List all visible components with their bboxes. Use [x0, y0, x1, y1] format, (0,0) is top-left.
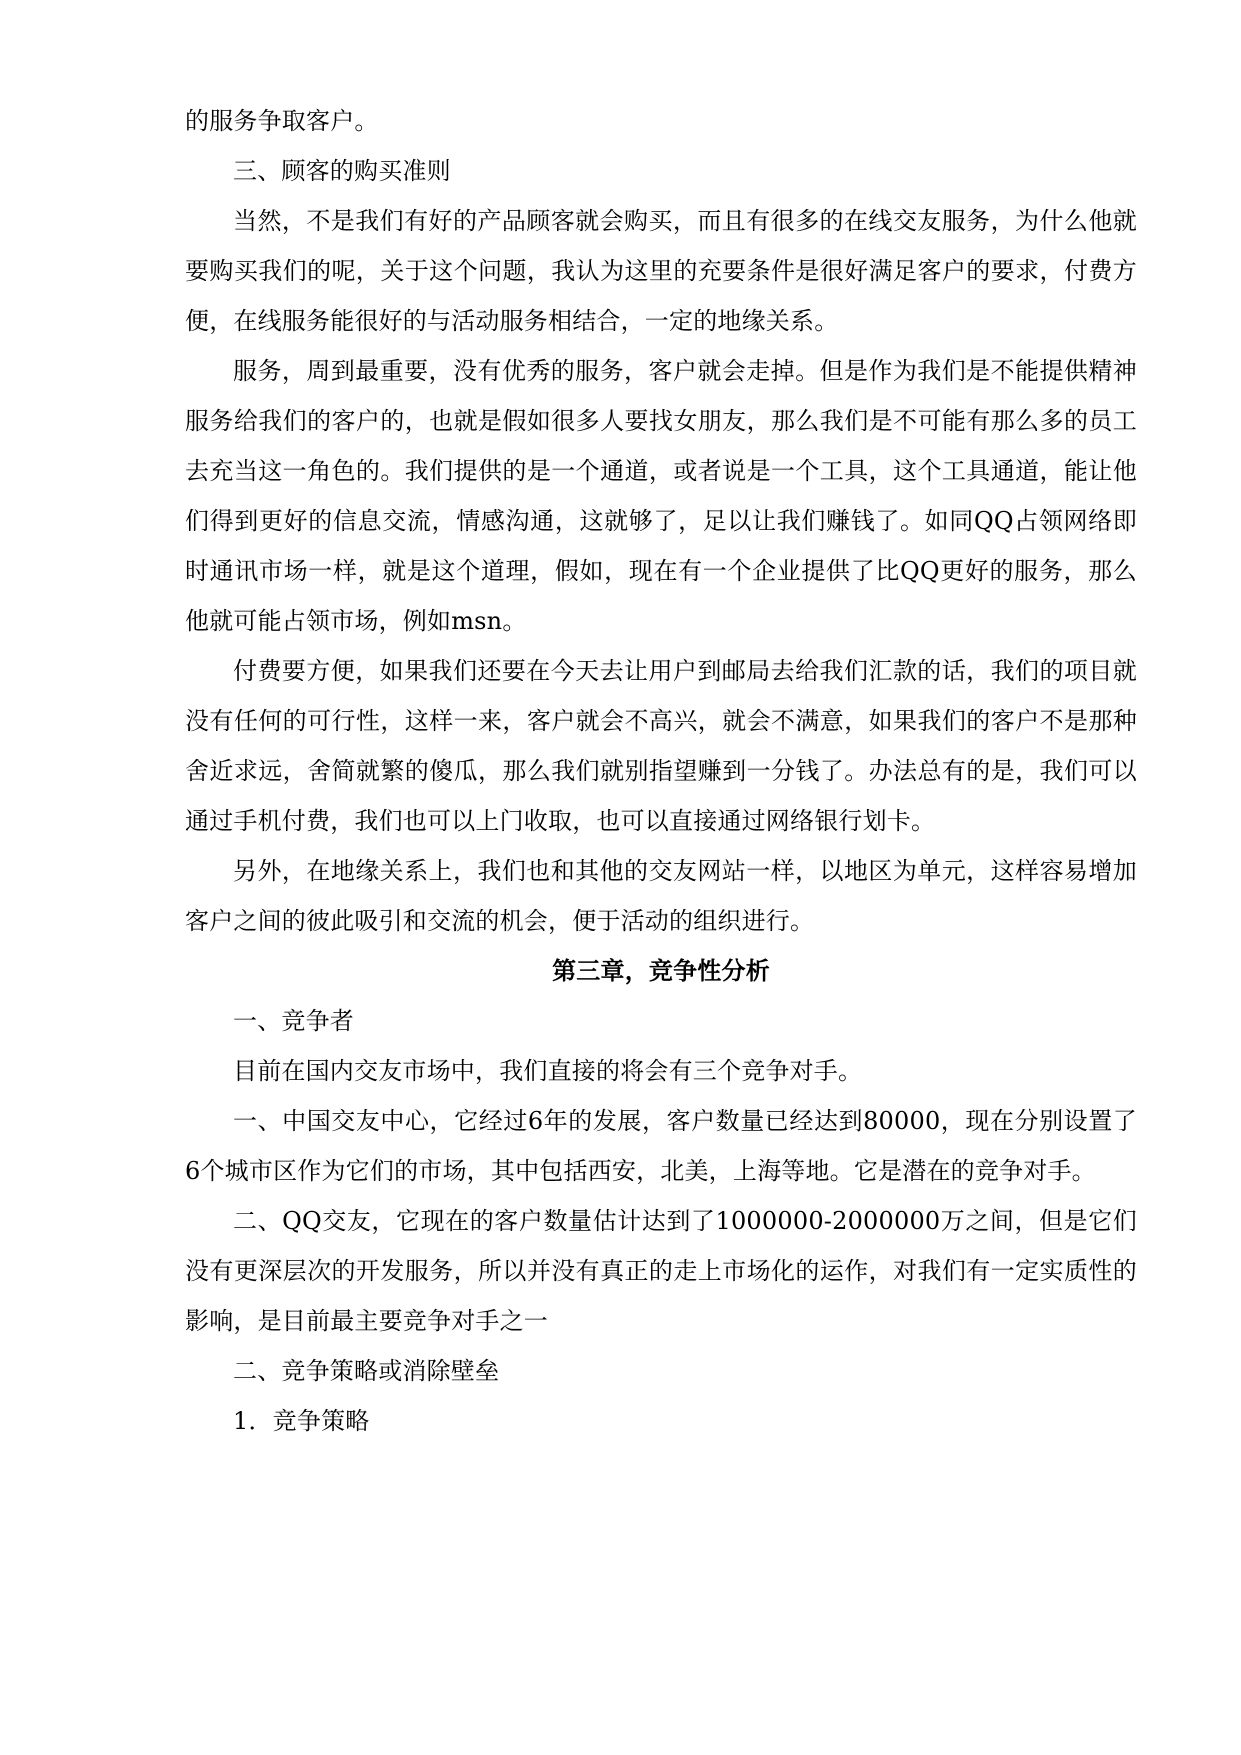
- document-body: [185, 96, 1137, 1446]
- paragraph-competitor-one: 一、中国交友中心，它经过6年的发展，客户数量已经达到80000，现在分别设置了6个城市区作为它们的市场，其中包括西安，北美，上海等地。它是潜在的竞争对手。: [185, 1107, 1137, 1185]
- section-heading-competitors: 一、竞争者: [233, 1007, 354, 1035]
- subsection-heading-strategy: 1．竞争策略: [233, 1407, 370, 1435]
- paragraph-geography: 另外，在地缘关系上，我们也和其他的交友网站一样，以地区为单元，这样容易增加客户之间的彼此吸引和交流的机会，便于活动的组织进行。: [185, 857, 1137, 935]
- paragraph-competitor-intro: 目前在国内交友市场中，我们直接的将会有三个竞争对手。: [233, 1057, 863, 1085]
- paragraph-payment: 付费要方便，如果我们还要在今天去让用户到邮局去给我们汇款的话，我们的项目就没有任何的可行性，这样一来，客户就会不高兴，就会不满意，如果我们的客户不是那种舍近求远，舍简就繁的傻瓜，那么我们就别指望赚到一分钱了。办法总有的是，我们可以通过手机付费，我们也可以上门收取，也可以直接通过网络银行划卡。: [185, 657, 1137, 835]
- paragraph-continuation: 的服务争取客户。: [185, 107, 379, 135]
- section-heading-purchase-criteria: 三、顾客的购买准则: [233, 157, 451, 185]
- paragraph-service: 服务，周到最重要，没有优秀的服务，客户就会走掉。但是作为我们是不能提供精神服务给我们的客户的，也就是假如很多人要找女朋友，那么我们是不可能有那么多的员工去充当这一角色的。我们提供的是一个通道，或者说是一个工具，这个工具通道，能让他们得到更好的信息交流，情感沟通，这就够了，足以让我们赚钱了。如同QQ占领网络即时通讯市场一样，就是这个道理，假如，现在有一个企业提供了比QQ更好的服务，那么他就可能占领市场，例如msn。: [185, 357, 1137, 635]
- paragraph-competitor-two: 二、QQ交友，它现在的客户数量估计达到了1000000-2000000万之间，但是它们没有更深层次的开发服务，所以并没有真正的走上市场化的运作，对我们有一定实质性的影响，是目前最主要竞争对手之一: [185, 1207, 1137, 1335]
- chapter-title: 第三章，竞争性分析: [552, 956, 770, 985]
- paragraph-purchase-reason: 当然，不是我们有好的产品顾客就会购买，而且有很多的在线交友服务，为什么他就要购买我们的呢，关于这个问题，我认为这里的充要条件是很好满足客户的要求，付费方便，在线服务能很好的与活动服务相结合，一定的地缘关系。: [185, 207, 1137, 335]
- section-heading-strategy: 二、竞争策略或消除壁垒: [233, 1357, 500, 1385]
